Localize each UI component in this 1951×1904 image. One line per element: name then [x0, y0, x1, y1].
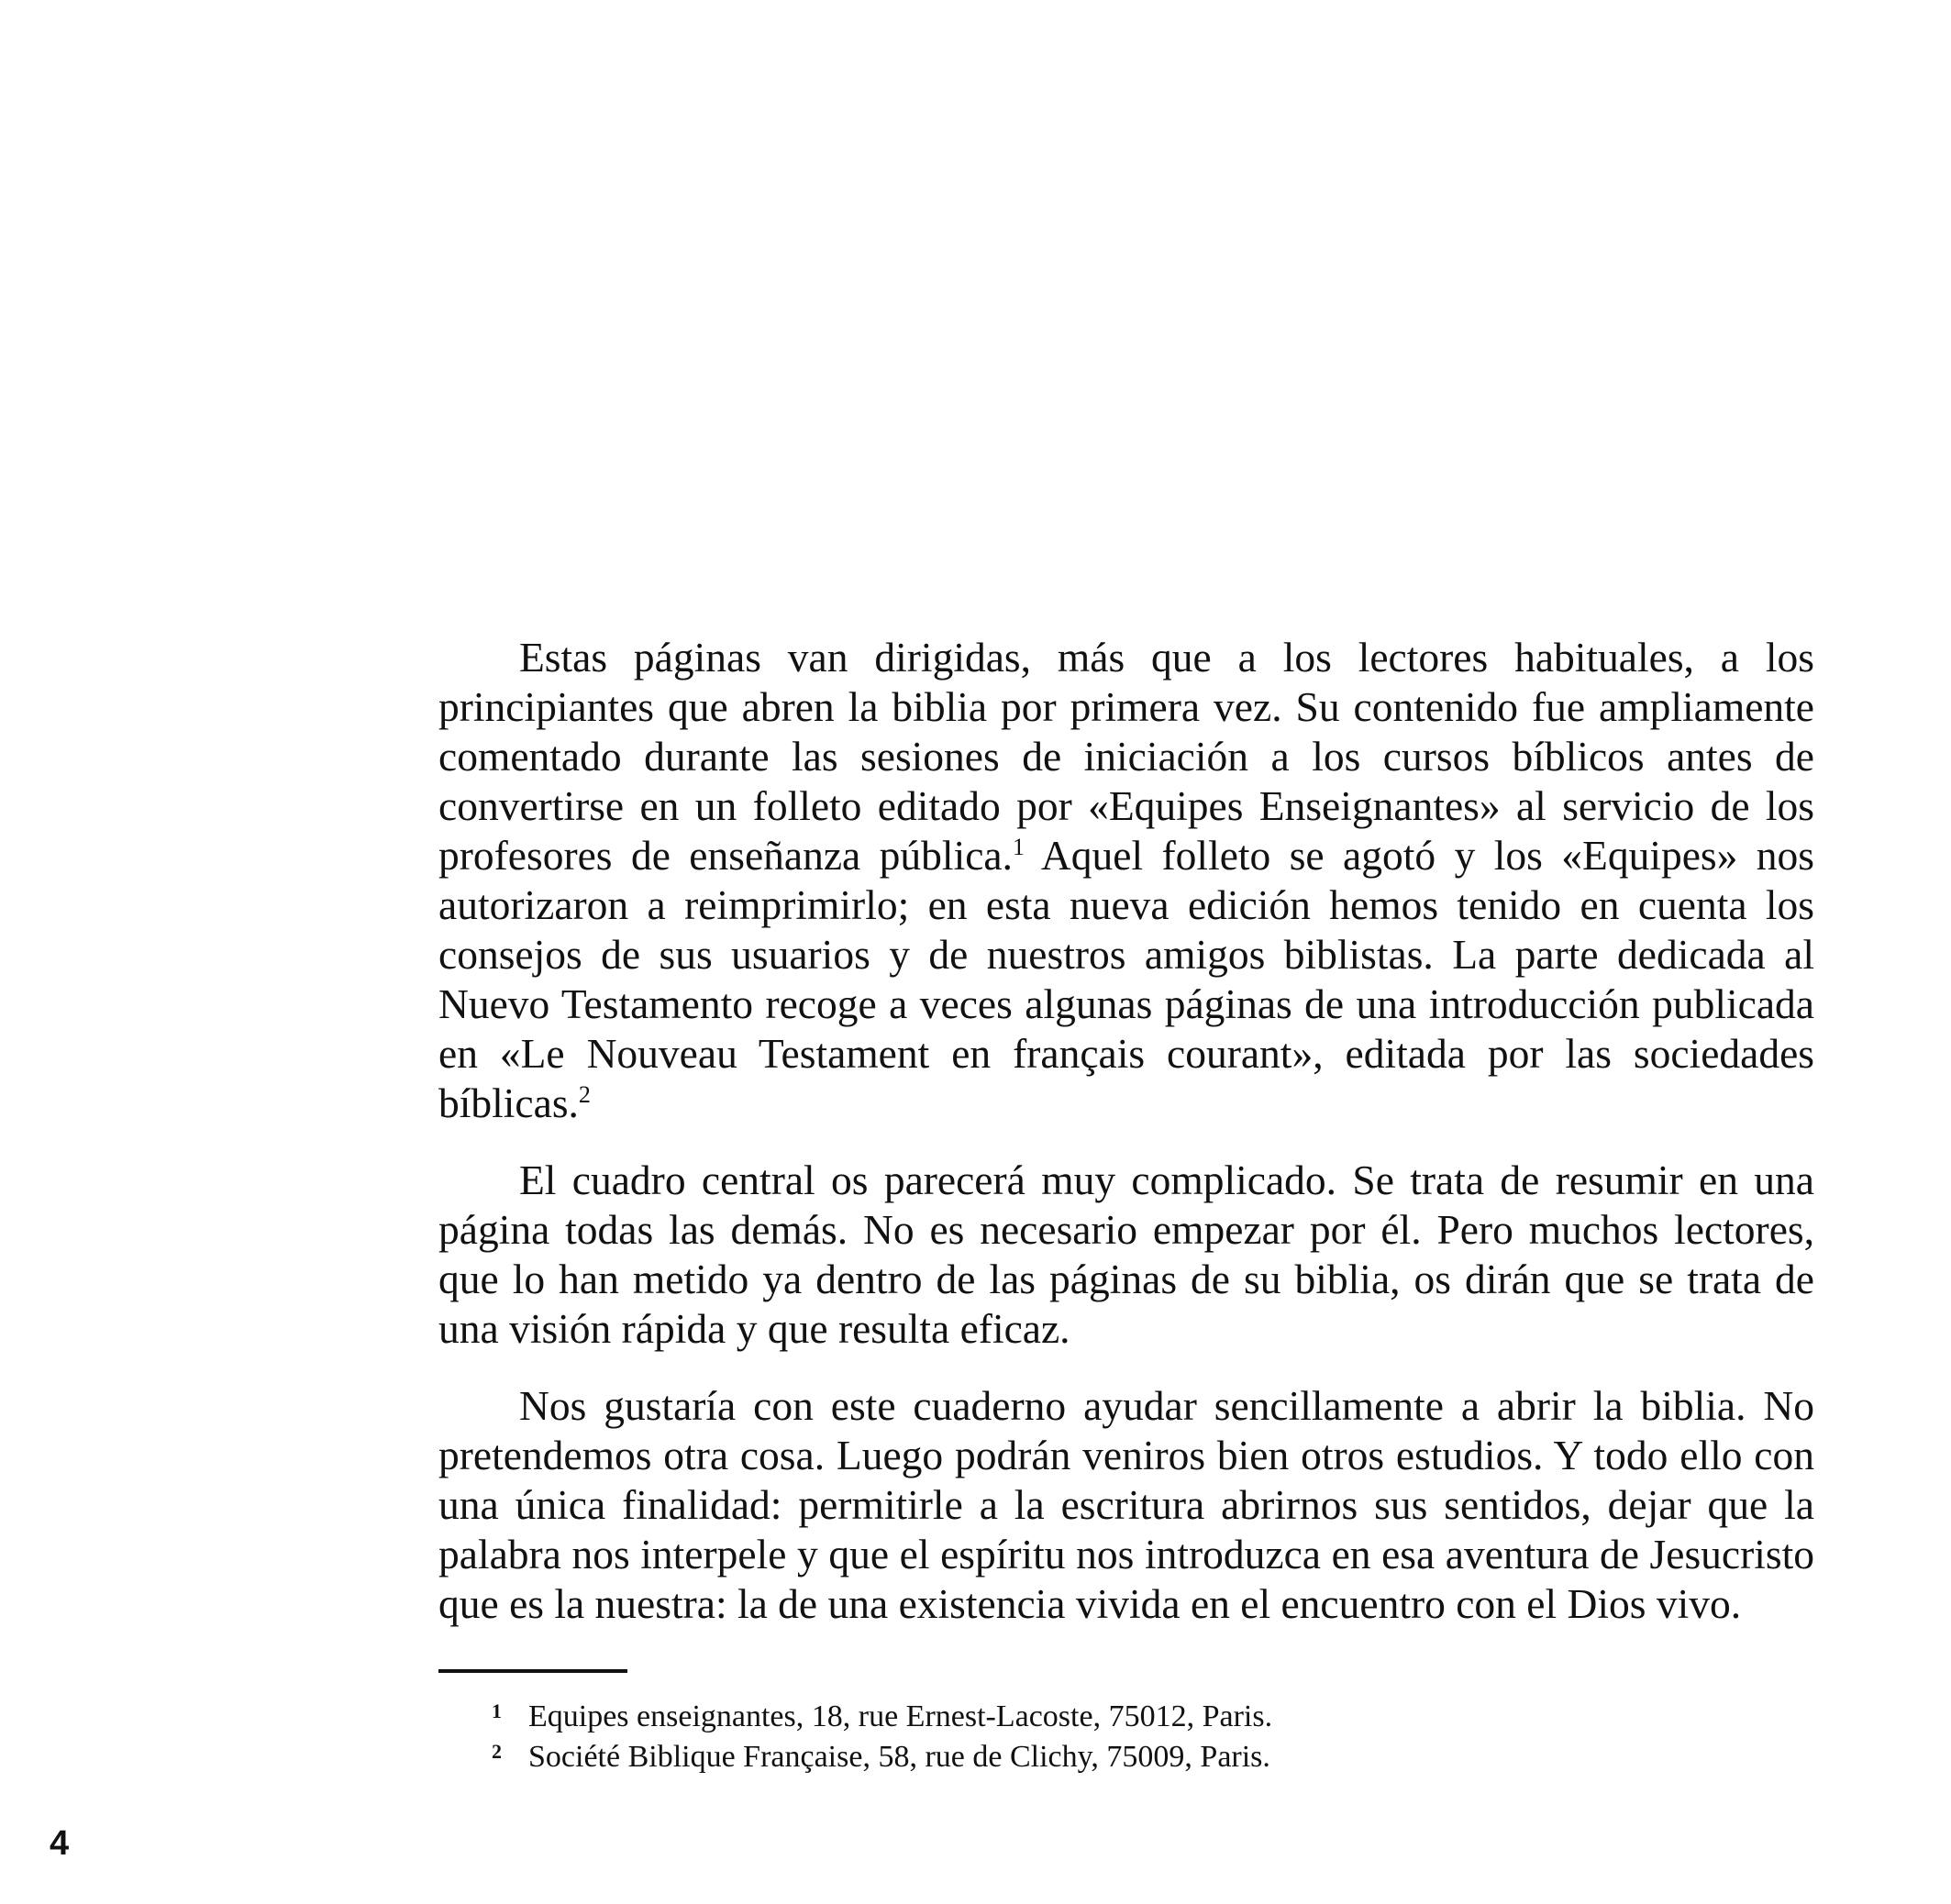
main-text: [438, 633, 1814, 1777]
paragraph-intro-text-part-2: Aquel folleto se agotó y los «Equipes» nos autorizaron a reimprimirlo; en esta nueva edición hemos tenido en cuenta los consejos de sus usuarios y de nuestros amigos biblistas. La parte dedicada al Nuevo Testamento recoge a veces algunas páginas de una introducción publicada en «Le Nouveau Testament en français courant», editada por las sociedades bíblicas.: [438, 832, 1815, 1126]
footnote-divider: [438, 1669, 627, 1673]
footnote-2-mark: 2: [492, 1740, 502, 1763]
footnote-ref-2: 2: [578, 1080, 591, 1108]
footnote-ref-1: 1: [1012, 833, 1025, 860]
page-number: 4: [50, 1824, 70, 1863]
footnote-2-text: Société Biblique Française, 58, rue de Clichy, 75009, Paris.: [528, 1740, 1270, 1774]
paragraph-intro: [438, 633, 1814, 1128]
footnotes: [492, 1697, 1814, 1777]
paragraph-intro-text-part-1: Estas páginas van dirigidas, más que a los lectores habituales, a los principiantes que abren la biblia por primera vez. Su contenido fue ampliamente comentado durante las sesiones de iniciación a los cursos bíblicos antes de convertirse en un folleto editado por «Equipes Enseignantes» al servicio de los profesores de enseñanza pública.: [438, 634, 1814, 879]
footnote-1: [492, 1697, 1814, 1737]
footnote-1-text: Equipes enseignantes, 18, rue Ernest-Lacoste, 75012, Paris.: [528, 1699, 1273, 1733]
footnote-2: [492, 1737, 1814, 1777]
paragraph-central-chart: El cuadro central os parecerá muy complicado. Se trata de resumir en una página todas las demás. No es necesario empezar por él. Pero muchos lectores, que lo han metido ya dentro de las páginas de su biblia, os dirán que se trata de una visión rápida y que resulta eficaz.: [438, 1157, 1814, 1352]
footnote-1-mark: 1: [492, 1699, 502, 1722]
paragraph-purpose: Nos gustaría con este cuaderno ayudar sencillamente a abrir la biblia. No pretendemos otra cosa. Luego podrán veniros bien otros estudios. Y todo ello con una única finalidad: permitirle a la escritura abrirnos sus sentidos, dejar que la palabra nos interpele y que el espíritu nos introduzca en esa aventura de Jesucristo que es la nuestra: la de una existencia vivida en el encuentro con el Dios vivo.: [438, 1382, 1814, 1627]
